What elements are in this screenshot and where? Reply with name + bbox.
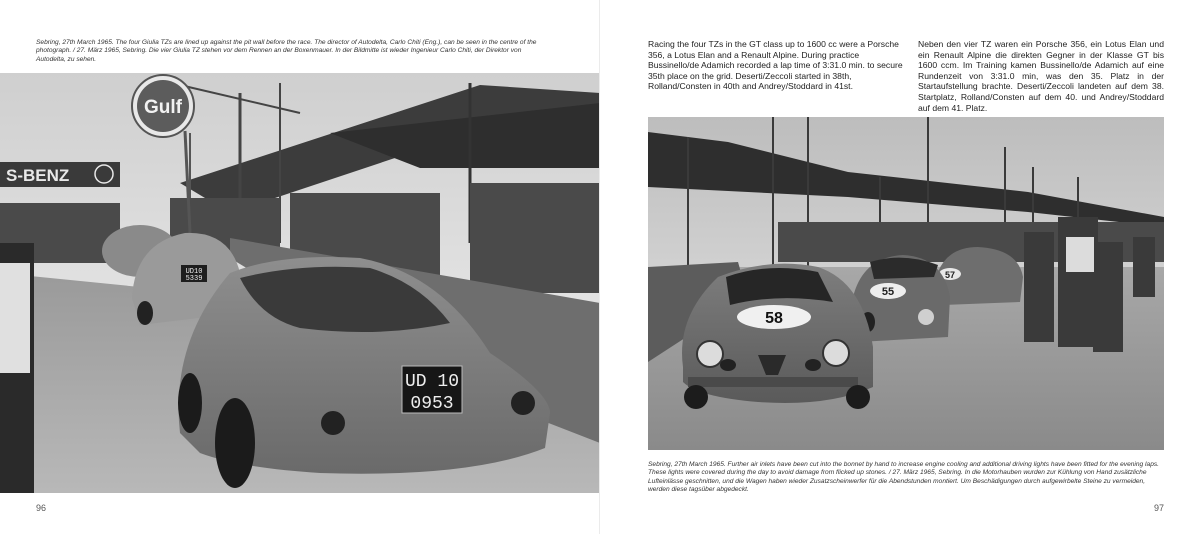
right-page [600,0,1200,534]
caption-english: Sebring, 27th March 1965. Further air inlets have been cut into the bonnet by hand to increase engine cooling and additional driving lights have been fitted for the evening laps. These lights were covered during the day to avoid damage from flicked up stones. [648,461,1159,477]
body-text-english: Racing the four TZs in the GT class up to 1600 cc were a Porsche 356, a Lotus Elan and a Renault Alpine. During practice Bussinello/de Adamich recorded a lap time of 3:31.0 min. to secure 35th place on the grid. Deserti/Zeccoli started in 38th, Rolland/Consten in 40th and Andrey/Stoddard in 41st. [648,39,903,92]
page-number-left: 96 [36,503,47,513]
car-55-number: 55 [881,286,895,298]
main-car-plate-line1: UD 10 [404,372,460,392]
caption-german: / 27. März 1965, Sebring. In die Motorhauben wurden zur Kühlung von Hand zusätzliche Lufteinlässe geschnitten, und die Wagen haben wieder Zusatzscheinwerfer für die Abendstunden montiert. Um Beschädigungen durch aufgewirbelte Steine zu vermeiden, werden diese tagsüber abgedeckt. [648,469,1147,493]
page-number-right: 97 [1154,503,1165,513]
gulf-sign-text: Gulf [144,97,182,118]
benz-sign-text: S-BENZ [6,166,70,185]
car-58-number: 58 [765,310,783,327]
car-58 [682,264,873,409]
second-car-plate-line1: UD10 [185,268,203,276]
mercedes-benz-sign [0,162,120,187]
second-car-plate-line2: 5339 [185,275,203,283]
right-photo-caption [648,461,1164,494]
left-photo-caption [36,39,551,64]
gulf-sign [132,75,194,137]
pit-wall-photo [0,73,600,493]
main-car-plate-line2: 0953 [410,394,454,414]
caption-german: / 27. März 1965, Sebring. Die vier Giulia TZ stehen vor dem Rennen an der Boxenmauer. In der Bildmitte ist wieder Ingenieur Carlo Chiti, der Direktor von Autodelta, zu sehen. [36,47,522,63]
car-57-number: 57 [944,270,956,280]
cars-lineup-photo [648,117,1164,450]
caption-english: Sebring, 27th March 1965. The four Giulia TZs are lined up against the pit wall before the race. The director of Autodelta, Carlo Chiti (Eng.), can be seen in the centre of the photograph. [36,39,537,55]
body-text-german: Neben den vier TZ waren ein Porsche 356, ein Lotus Elan und ein Renault Alpine die direkten Gegner in der Klasse GT bis 1600 ccm. Im Training kamen Bussinello/de Adamich auf eine Rundenzeit von 3:31.0 min, was den 35. Platz in der Startaufstellung brachte. Deserti/Zeccoli landeten auf dem 38. Startplatz, Rolland/Consten auf dem 40. und Andrey/Stoddard auf dem 41. Platz. [918,39,1164,113]
